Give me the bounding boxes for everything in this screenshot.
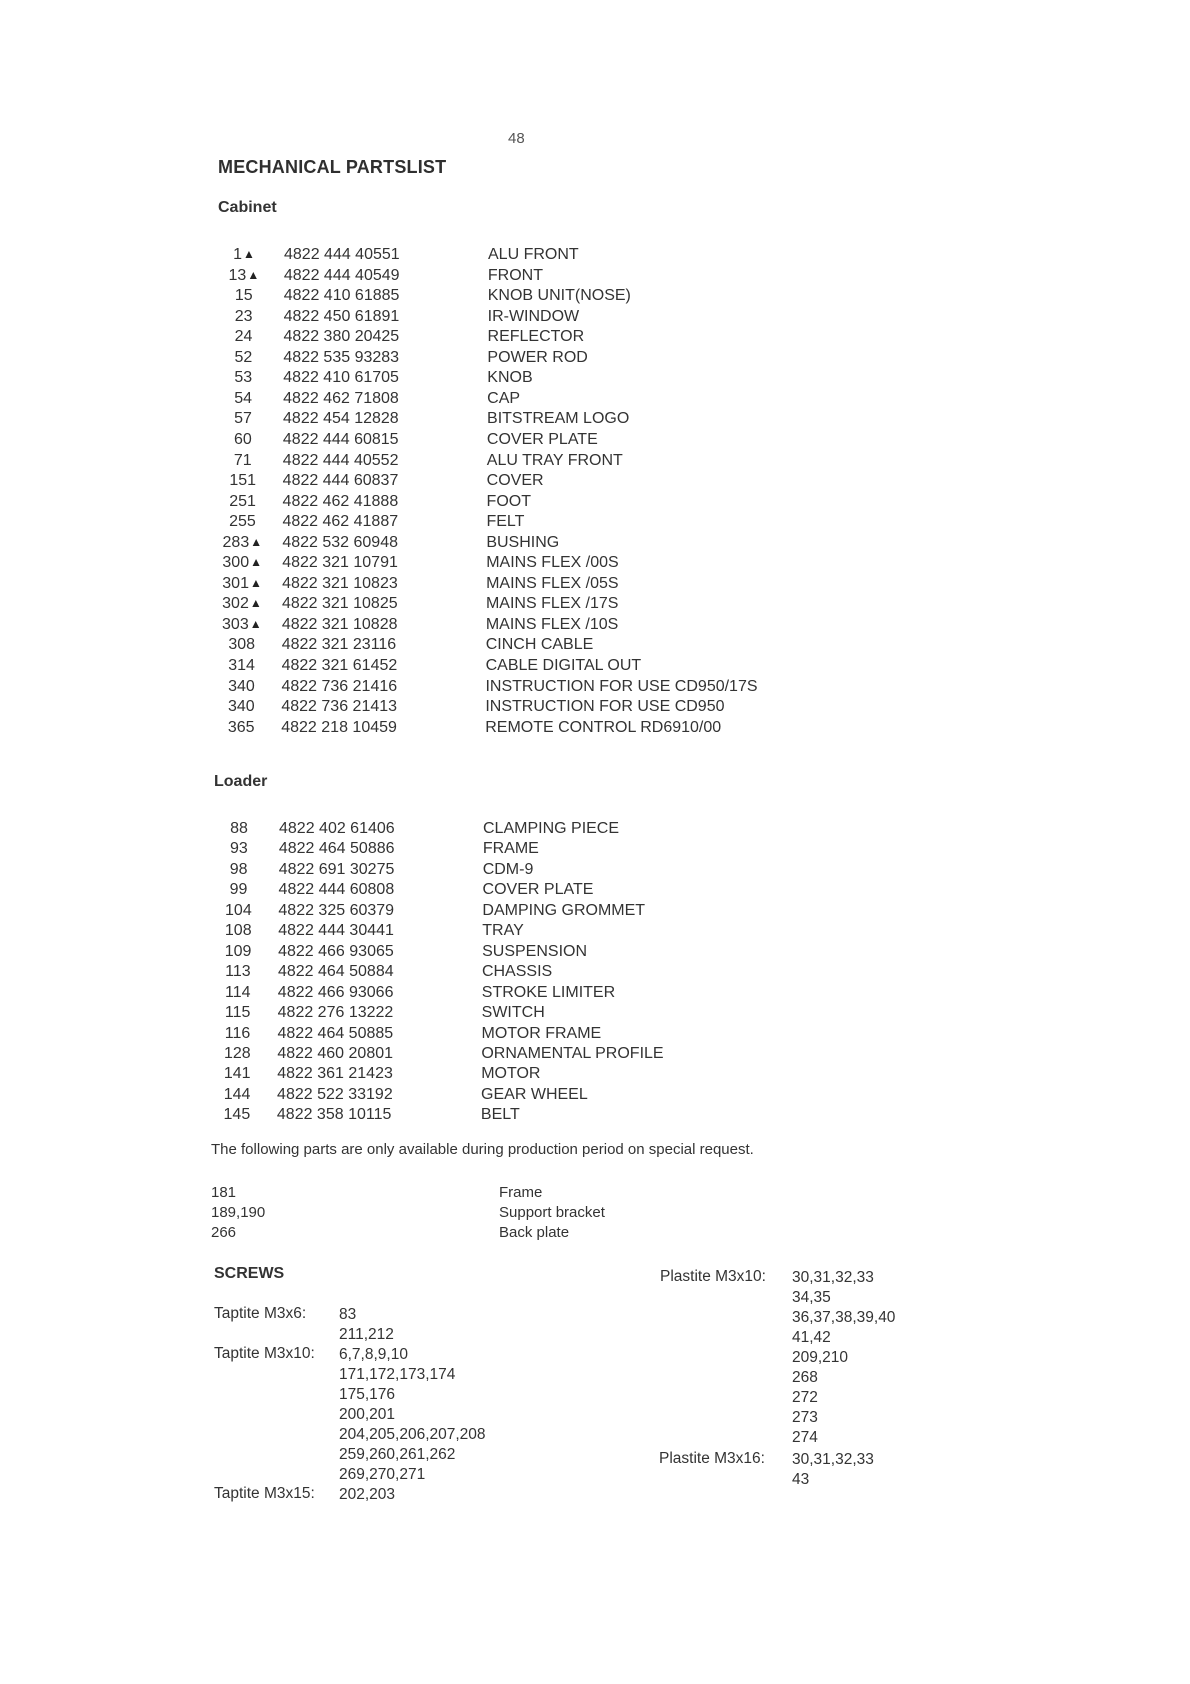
part-position-number <box>215 860 263 880</box>
part-position-text: 57 <box>234 410 252 428</box>
part-position-text: 113 <box>225 963 251 981</box>
screw-position-line: 200,201 <box>339 1406 396 1423</box>
special-request-note: The following parts are only available during production period on special request. <box>211 1141 754 1158</box>
part-description: INSTRUCTION FOR USE CD950/17S <box>485 677 758 695</box>
part-position-number <box>218 512 266 532</box>
screw-position-line: 272 <box>792 1389 818 1406</box>
part-position-text: 300 <box>222 554 250 572</box>
part-position-number <box>220 286 268 306</box>
part-description: FOOT <box>486 492 531 510</box>
part-description: COVER <box>486 472 544 490</box>
screw-position-list <box>792 1268 895 1448</box>
screw-position-line: 202,203 <box>339 1486 396 1503</box>
safety-warning-icon: ▲ <box>249 616 262 631</box>
part-description: COVER PLATE <box>486 430 598 448</box>
screw-position-line: 43 <box>792 1471 810 1488</box>
part-description: MAINS FLEX /05S <box>486 574 619 592</box>
part-code: 4822 380 20425 <box>283 328 400 346</box>
part-position-text: 15 <box>234 287 253 305</box>
part-position-number <box>219 430 267 450</box>
part-position-text: 251 <box>229 492 256 510</box>
part-position-number <box>213 1044 261 1064</box>
part-position-text: 303 <box>222 615 249 633</box>
page-title: MECHANICAL PARTSLIST <box>218 157 447 177</box>
part-code: 4822 532 60948 <box>282 533 398 551</box>
part-position-text: 108 <box>224 922 252 940</box>
part-description: FRAME <box>482 840 539 858</box>
part-position-number <box>217 677 265 697</box>
part-position-number <box>218 533 266 553</box>
part-position-text: 151 <box>229 472 257 490</box>
part-description: KNOB UNIT(NOSE) <box>487 287 631 305</box>
part-code: 4822 321 61452 <box>281 657 398 674</box>
part-code: 4822 358 10115 <box>276 1106 392 1124</box>
part-description: GEAR WHEEL <box>481 1085 588 1103</box>
part-description: COVER PLATE <box>482 881 594 899</box>
screw-position-line: 269,270,271 <box>339 1466 426 1483</box>
part-position-text: 255 <box>229 513 256 531</box>
screw-position-line: 204,205,206,207,208 <box>339 1426 486 1443</box>
part-code: 4822 444 30441 <box>278 922 394 940</box>
part-code: 4822 736 21416 <box>281 677 398 695</box>
part-description: MOTOR <box>481 1065 541 1083</box>
part-position-number <box>218 553 266 573</box>
part-code: 4822 464 50885 <box>277 1024 394 1042</box>
part-position-number <box>218 635 266 655</box>
part-code: 4822 218 10459 <box>281 718 397 736</box>
part-description: CAP <box>487 389 521 407</box>
part-position-text: 24 <box>234 328 253 346</box>
part-code: 4822 444 60837 <box>282 472 399 490</box>
part-description: CINCH CABLE <box>485 636 594 654</box>
screw-type-label: Taptite M3x10: <box>214 1345 315 1362</box>
part-position-text: 99 <box>229 881 248 899</box>
part-description: FELT <box>486 513 525 531</box>
screw-position-line: 30,31,32,33 <box>792 1269 874 1286</box>
part-position-number <box>218 656 266 676</box>
screw-type-label: Taptite M3x6: <box>214 1305 307 1322</box>
part-code: 4822 736 21413 <box>281 698 398 716</box>
part-position-number <box>214 1003 262 1023</box>
part-description: SWITCH <box>481 1004 545 1022</box>
part-code: 4822 321 23116 <box>281 636 397 654</box>
part-position-number <box>217 718 265 738</box>
part-position-number <box>219 348 267 368</box>
part-position-text: 88 <box>230 820 248 837</box>
part-description: CLAMPING PIECE <box>483 820 620 837</box>
part-code: 4822 321 10823 <box>282 574 398 592</box>
part-code: 4822 462 41888 <box>282 492 399 510</box>
screw-type-label: Taptite M3x15: <box>214 1485 315 1502</box>
screw-position-list <box>339 1345 486 1485</box>
safety-warning-icon: ▲ <box>249 596 262 611</box>
part-position-number <box>219 368 267 388</box>
part-code: 4822 450 61891 <box>283 307 400 325</box>
part-code: 4822 410 61885 <box>283 287 400 305</box>
special-part-description: Back plate <box>499 1224 570 1241</box>
part-position-number <box>219 471 267 491</box>
part-code: 4822 321 10825 <box>281 595 398 613</box>
part-position-number <box>220 266 268 286</box>
part-description: ALU TRAY FRONT <box>486 451 623 469</box>
part-position-text: 145 <box>223 1106 251 1124</box>
special-part-description: Support bracket <box>499 1204 605 1221</box>
screw-position-line: 83 <box>339 1306 357 1323</box>
part-code: 4822 444 40551 <box>284 246 400 263</box>
part-position-text: 93 <box>229 840 248 858</box>
part-position-number <box>218 594 266 614</box>
screws-heading: SCREWS <box>214 1265 285 1282</box>
part-position-number <box>214 983 262 1003</box>
part-position-text: 13 <box>228 266 247 284</box>
part-description: BELT <box>480 1106 520 1124</box>
part-position-number <box>213 1064 261 1084</box>
part-code: 4822 464 50884 <box>277 963 394 981</box>
part-position-number <box>219 409 267 429</box>
screw-position-line: 273 <box>792 1409 818 1426</box>
special-part-description: Frame <box>499 1184 543 1201</box>
part-position-number <box>219 451 267 471</box>
part-position-number <box>214 962 262 982</box>
page-number: 48 <box>508 130 525 147</box>
part-code: 4822 466 93065 <box>278 942 394 960</box>
special-part-row <box>211 1203 611 1223</box>
part-position-text: 109 <box>224 942 252 960</box>
screw-position-list <box>339 1485 395 1505</box>
part-code: 4822 454 12828 <box>283 410 399 428</box>
part-code: 4822 522 33192 <box>277 1085 393 1103</box>
part-description: DAMPING GROMMET <box>482 901 646 919</box>
part-position-number <box>214 901 262 921</box>
part-description: TRAY <box>482 922 524 940</box>
part-description: KNOB <box>487 369 533 387</box>
part-description: ALU FRONT <box>488 246 579 263</box>
part-description: POWER ROD <box>487 348 588 366</box>
safety-warning-icon: ▲ <box>250 534 263 549</box>
part-position-text: 340 <box>228 698 255 716</box>
part-position-text: 115 <box>224 1004 251 1022</box>
part-position-number <box>217 697 265 717</box>
part-description: INSTRUCTION FOR USE CD950 <box>485 698 725 716</box>
part-description: IR-WINDOW <box>487 307 580 325</box>
safety-warning-icon: ▲ <box>250 555 262 570</box>
part-position-number <box>213 1085 261 1105</box>
part-code: 4822 361 21423 <box>277 1065 393 1083</box>
part-code: 4822 321 10791 <box>282 554 398 572</box>
cabinet-heading: Cabinet <box>218 199 277 216</box>
part-position-number <box>220 307 268 327</box>
part-position-text: 1 <box>233 246 242 263</box>
screw-position-line: 274 <box>792 1429 818 1446</box>
part-description: CHASSIS <box>481 963 553 981</box>
part-code: 4822 460 20801 <box>277 1044 394 1062</box>
part-position-text: 340 <box>228 677 255 695</box>
part-description: MAINS FLEX /00S <box>486 554 619 572</box>
part-position-text: 116 <box>224 1024 251 1042</box>
part-position-text: 283 <box>222 533 250 551</box>
part-position-text: 71 <box>233 451 252 469</box>
part-position-text: 141 <box>223 1065 251 1083</box>
safety-warning-icon: ▲ <box>247 267 260 282</box>
part-description: REFLECTOR <box>487 328 585 346</box>
part-code: 4822 410 61705 <box>283 369 399 387</box>
part-position-text: 302 <box>222 595 249 613</box>
screw-position-line: 259,260,261,262 <box>339 1446 456 1463</box>
part-description: MOTOR FRAME <box>481 1024 602 1042</box>
part-code: 4822 321 10828 <box>281 615 398 633</box>
part-description: STROKE LIMITER <box>481 983 616 1001</box>
part-description: MAINS FLEX /17S <box>485 595 619 613</box>
screw-position-line: 34,35 <box>792 1289 831 1306</box>
part-position-text: 52 <box>234 348 253 366</box>
part-position-number <box>215 839 263 859</box>
part-code: 4822 276 13222 <box>277 1004 394 1022</box>
loader-heading: Loader <box>214 773 268 790</box>
screw-position-line: 6,7,8,9,10 <box>339 1346 408 1363</box>
part-code: 4822 466 93066 <box>277 983 394 1001</box>
part-description: BUSHING <box>486 533 560 551</box>
part-position-number <box>215 819 263 839</box>
part-code: 4822 535 93283 <box>283 348 400 366</box>
screw-position-line: 36,37,38,39,40 <box>792 1309 896 1326</box>
part-code: 4822 444 40552 <box>282 451 399 469</box>
part-position-text: 128 <box>223 1044 251 1062</box>
part-position-number <box>219 492 267 512</box>
part-position-text: 144 <box>223 1085 251 1103</box>
part-code: 4822 691 30275 <box>278 860 395 878</box>
screw-position-line: 30,31,32,33 <box>792 1451 874 1468</box>
part-position-text: 308 <box>228 636 256 654</box>
part-position-number <box>214 942 262 962</box>
part-description: CABLE DIGITAL OUT <box>485 657 642 674</box>
part-position-number <box>214 921 262 941</box>
special-part-row <box>211 1223 611 1243</box>
screw-position-list <box>339 1305 394 1345</box>
part-position-text: 301 <box>222 574 249 592</box>
part-position-number <box>218 615 266 635</box>
screw-position-line: 171,172,173,174 <box>339 1366 456 1383</box>
part-code: 4822 462 41887 <box>282 513 399 531</box>
part-position-text: 365 <box>227 718 255 736</box>
part-position-text: 104 <box>225 901 252 919</box>
screw-position-line: 175,176 <box>339 1386 396 1403</box>
part-code: 4822 464 50886 <box>278 840 395 858</box>
special-part-number: 181 <box>211 1184 237 1201</box>
part-position-text: 98 <box>229 860 248 878</box>
part-code: 4822 402 61406 <box>279 820 395 837</box>
part-description: SUSPENSION <box>482 942 588 960</box>
part-position-number <box>215 880 263 900</box>
part-code: 4822 444 40549 <box>283 266 400 284</box>
part-code: 4822 462 71808 <box>283 389 399 407</box>
part-position-text: 314 <box>228 657 255 674</box>
special-part-number: 266 <box>211 1224 237 1241</box>
part-code: 4822 325 60379 <box>278 901 395 919</box>
part-description: ORNAMENTAL PROFILE <box>481 1044 664 1062</box>
part-position-number <box>220 245 268 265</box>
screw-position-line: 41,42 <box>792 1329 831 1346</box>
part-code: 4822 444 60815 <box>282 430 399 448</box>
part-position-text: 53 <box>234 369 253 387</box>
special-part-number: 189,190 <box>211 1204 266 1221</box>
part-position-number <box>218 574 266 594</box>
screw-type-label: Plastite M3x16: <box>659 1450 765 1467</box>
part-position-number <box>214 1024 262 1044</box>
part-position-text: 54 <box>234 389 253 407</box>
part-code: 4822 444 60808 <box>278 881 395 899</box>
screw-position-line: 209,210 <box>792 1349 849 1366</box>
part-position-number <box>213 1105 261 1125</box>
part-position-text: 60 <box>234 430 252 448</box>
part-description: BITSTREAM LOGO <box>487 410 630 428</box>
screw-type-label: Plastite M3x10: <box>660 1268 766 1285</box>
part-description: CDM-9 <box>482 860 534 878</box>
screw-position-list <box>792 1450 874 1490</box>
part-position-number <box>220 327 268 347</box>
safety-warning-icon: ▲ <box>243 247 255 261</box>
part-position-text: 23 <box>234 307 253 325</box>
part-description: REMOTE CONTROL RD6910/00 <box>485 718 722 736</box>
part-position-number <box>219 389 267 409</box>
part-description: MAINS FLEX /10S <box>485 615 619 633</box>
part-position-text: 114 <box>225 983 251 1001</box>
special-part-row <box>211 1183 611 1203</box>
screw-position-line: 211,212 <box>339 1326 394 1343</box>
part-description: FRONT <box>487 266 543 284</box>
screw-position-line: 268 <box>792 1369 818 1386</box>
safety-warning-icon: ▲ <box>249 575 262 590</box>
